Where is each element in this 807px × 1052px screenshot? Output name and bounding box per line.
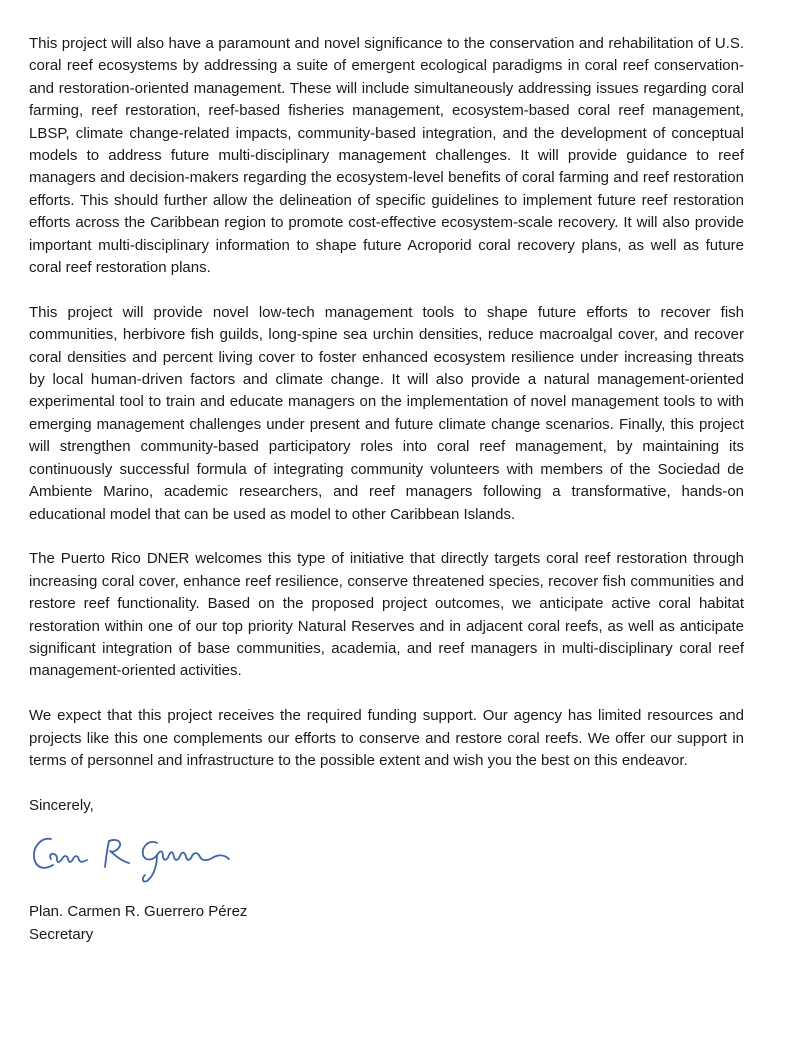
closing-salutation: Sincerely, <box>29 796 94 814</box>
handwritten-signature <box>29 829 744 891</box>
paragraph-1: This project will also have a paramount and novel significance to the conservation and rehabilitation of U.S. coral reef ecosystems by addressing a suite of emergent ecological paradigms in coral reef conservation- and restoration-oriented management. These will include simultaneously addressing issues regarding coral farming, reef restoration, reef-based fisheries management, ecosystem-based coral reef management, LBSP, climate change-related impacts, community-based integration, and the development of conceptual models to address future multi-disciplinary management challenges. It will provide guidance to reef managers and decision-makers regarding the ecosystem-level benefits of coral farming and reef restoration efforts. This should further allow the delineation of specific guidelines to implement future reef restoration efforts across the Caribbean region to promote cost-effective ecosystem-scale recovery. It will also provide important multi-disciplinary information to shape future Acroporid coral recovery plans, as well as future coral reef restoration plans. <box>29 35 744 277</box>
letter-body <box>29 33 744 946</box>
signer-title: Secretary <box>29 925 94 943</box>
paragraph-2: This project will provide novel low-tech management tools to shape future efforts to recover fish communities, herbivore fish guilds, long-spine sea urchin densities, reduce macroalgal cover, and recover coral densities and percent living cover to foster enhanced ecosystem resilience under increasing threats by local human-driven factors and climate change. It will also provide a natural management-oriented experimental tool to train and educate managers on the implementation of novel management tools to with emerging management challenges under present and future climate change scenarios. Finally, this project will strengthen community-based participatory roles into coral reef management, by maintaining its continuously successful formula of integrating community volunteers with members of the Sociedad de Ambiente Marino, academic researchers, and reef managers following a transformative, hands-on educational model that can be used as model to other Caribbean Islands. <box>29 303 744 523</box>
signer-name: Plan. Carmen R. Guerrero Pérez <box>29 903 248 921</box>
paragraph-3: The Puerto Rico DNER welcomes this type of initiative that directly targets coral reef restoration through increasing coral cover, enhance reef resilience, conserve threatened species, recover fish communities and restore reef functionality. Based on the proposed project outcomes, we anticipate active coral habitat restoration within one of our top priority Natural Reserves and in adjacent coral reefs, as well as anticipate significant integration of base communities, academia, and reef managers in multi-disciplinary coral reef management-oriented activities. <box>29 550 744 680</box>
paragraph-4: We expect that this project receives the required funding support. Our agency has limited resources and projects like this one complements our efforts to conserve and restore coral reefs. We offer our support in terms of personnel and infrastructure to the possible extent and wish you the best on this endeavor. <box>29 707 744 769</box>
signature-scribble <box>29 829 249 889</box>
